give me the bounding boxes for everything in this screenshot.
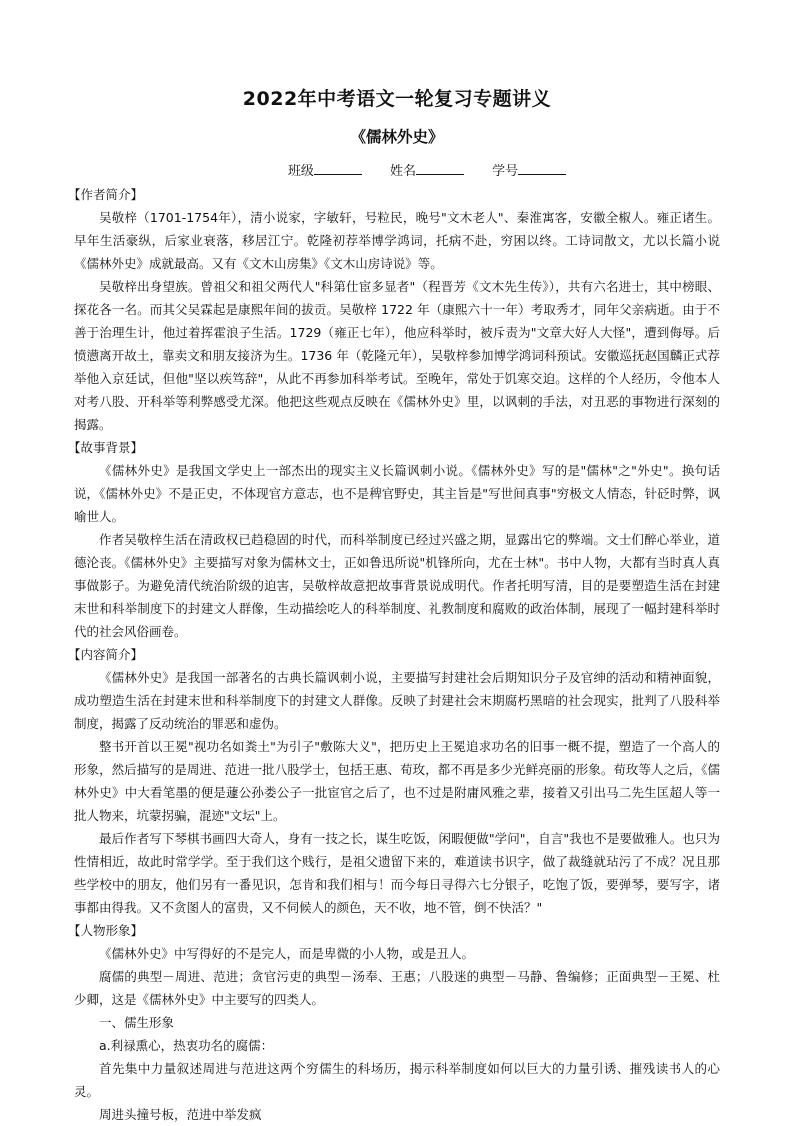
name-label: 姓名 bbox=[389, 164, 416, 179]
paragraph: 首先集中力量叙述周进与范进这两个穷儒生的科场历，揭示科举制度如何以巨大的力量引诱、摧残读书人的心灵。 bbox=[74, 1061, 720, 1099]
section-background bbox=[68, 436, 720, 643]
section-heading: 【内容简介】 bbox=[68, 647, 144, 662]
class-blank[interactable] bbox=[314, 160, 362, 175]
name-blank[interactable] bbox=[416, 160, 464, 175]
paragraph: 《儒林外史》中写得好的不是完人，而是卑微的小人物，或是丑人。 bbox=[99, 946, 475, 961]
paragraph: 最后作者写下琴棋书画四大奇人，身有一技之长，谋生吃饭，闲暇便做"学问"，自言"我也不是要做雅人。也只为性情相近，故此时常学学。至于我们这个贱行，是祖父遗留下来的，难道读书识字，做了裁缝就玷污了不成？况且那些学校中的朋友，他们另有一番见识，怎肯和我们相与！而今每日寻得六七分银子，吃饱了饭，要弹琴，要写字，诸事都由得我。又不贪图人的富贵，又不伺候人的颜色，天不收，地不管，倒不快活？" bbox=[74, 831, 720, 915]
paragraph: 周进头撞号板，范进中举发疯 bbox=[99, 1107, 262, 1122]
paragraph: 一、儒生形象 bbox=[99, 1015, 175, 1030]
paragraph: 《儒林外史》是我国一部著名的古典长篇讽刺小说，主要描写封建社会后期知识分子及官绅的活动和精神面貌，成功塑造生活在封建末世和科举制度下的封建文人群像。反映了封建社会末期腐朽黑暗的社会现实，批判了八股科举制度，揭露了反动统治的罪恶和虚伪。 bbox=[74, 670, 720, 731]
section-summary bbox=[68, 643, 720, 919]
name-field bbox=[390, 160, 464, 183]
paragraph: 整书开首以王冕"视功名如粪土"为引子"敷陈大义"，把历史上王冕追求功名的旧事一概不提，塑造了一个高人的形象，然后描写的是周进、范进一批八股学士，包括王惠、荀玫，都不再是多少光鲜亮丽的形象。荀玫等人之后，《儒林外史》中大看笔墨的便是蘧公孙娄公子一批宦官之后了，也不过是附庸风雅之辈，接着又引出马二先生匡超人等一批人物来，坑蒙拐骗，混迹"文坛"上。 bbox=[74, 739, 720, 823]
paragraph: 吴敬梓出身望族。曾祖父和祖父两代人"科第仕宦多显者"（程晋芳《文木先生传》），共有六名进士，其中榜眼、探花各一名。而其父吴霖起是康熙年间的拔贡。吴敬梓 1722 年（康熙六十一年）考取秀才，同年父亲病逝。由于不善于治理生计，他过着挥霍浪子生活。1729（雍正七年），他应科举时，被斥责为"文章大好人大怪"，遭到侮辱。后愤懑离开故土，靠卖文和朋友接济为生。1736 年（乾隆元年），吴敬梓参加博学鸿词科预试。安徽巡抚赵国麟正式荐举他入京廷试，但他"坚以疾笃辞"，从此不再参加科举考试。至晚年，常处于饥寒交迫。这样的个人经历，令他本人对考八股、开科举等利弊感受尤深。他把这些观点反映在《儒林外史》里，以讽刺的手法，对丑恶的事物进行深刻的揭露。 bbox=[74, 279, 720, 432]
section-heading: 【故事背景】 bbox=[68, 440, 144, 455]
paragraph: 作者吴敬梓生活在清政权已趋稳固的时代，而科举制度已经过兴盛之期，显露出它的弊端。文士们醉心举业，道德沦丧。《儒林外史》主要描写对象为儒林文士，正如鲁迅所说"机锋所向，尤在士林"。书中人物，大都有当时真人真事做影子。为避免清代统治阶级的迫害，吴敬梓故意把故事背景说成明代。作者托明写清，目的是要塑造生活在封建末世和科举制度下的封建文人群像，生动描绘吃人的科举制度、礼教制度和腐败的政治体制，展现了一幅封建科举时代的社会风俗画卷。 bbox=[74, 532, 720, 639]
student-number-label: 学号 bbox=[492, 164, 519, 179]
paragraph: a.利禄熏心，热衷功名的腐儒： bbox=[99, 1038, 274, 1053]
paragraph: 吴敬梓（1701-1754年），清小说家，字敏轩，号粒民，晚号"文木老人"、秦淮寓客，安徽全椒人。雍正诸生。早年生活豪纵，后家业衰落，移居江宁。乾隆初荐举博学鸿词，托病不赴，穷困以终。工诗词散文，尤以长篇小说《儒林外史》成就最高。又有《文木山房集》《文木山房诗说》等。 bbox=[74, 210, 720, 271]
student-info-fields bbox=[74, 160, 720, 183]
section-heading: 【人物形象】 bbox=[68, 923, 144, 938]
student-number-field bbox=[492, 160, 566, 183]
document-title: 2022年中考语文一轮复习专题讲义 bbox=[242, 88, 552, 110]
section-author bbox=[68, 183, 720, 436]
section-heading: 【作者简介】 bbox=[68, 187, 144, 202]
section-characters bbox=[68, 919, 720, 1126]
class-label: 班级 bbox=[287, 164, 314, 179]
class-field bbox=[288, 160, 362, 183]
paragraph: 《儒林外史》是我国文学史上一部杰出的现实主义长篇讽刺小说。《儒林外史》写的是"儒林"之"外史"。换句话说，《儒林外史》不是正史，不体现官方意志，也不是稗官野史，其主旨是"写世间真事"穷极文人情态，针砭时弊，讽喻世人。 bbox=[74, 463, 720, 524]
student-number-blank[interactable] bbox=[518, 160, 566, 175]
document-subtitle: 《儒林外史》 bbox=[350, 128, 444, 146]
paragraph: 腐儒的典型－周进、范进；贪官污吏的典型－汤奉、王惠；八股迷的典型－马静、鲁编修；正面典型－王冕、杜少卿，这是《儒林外史》中主要写的四类人。 bbox=[74, 969, 720, 1007]
